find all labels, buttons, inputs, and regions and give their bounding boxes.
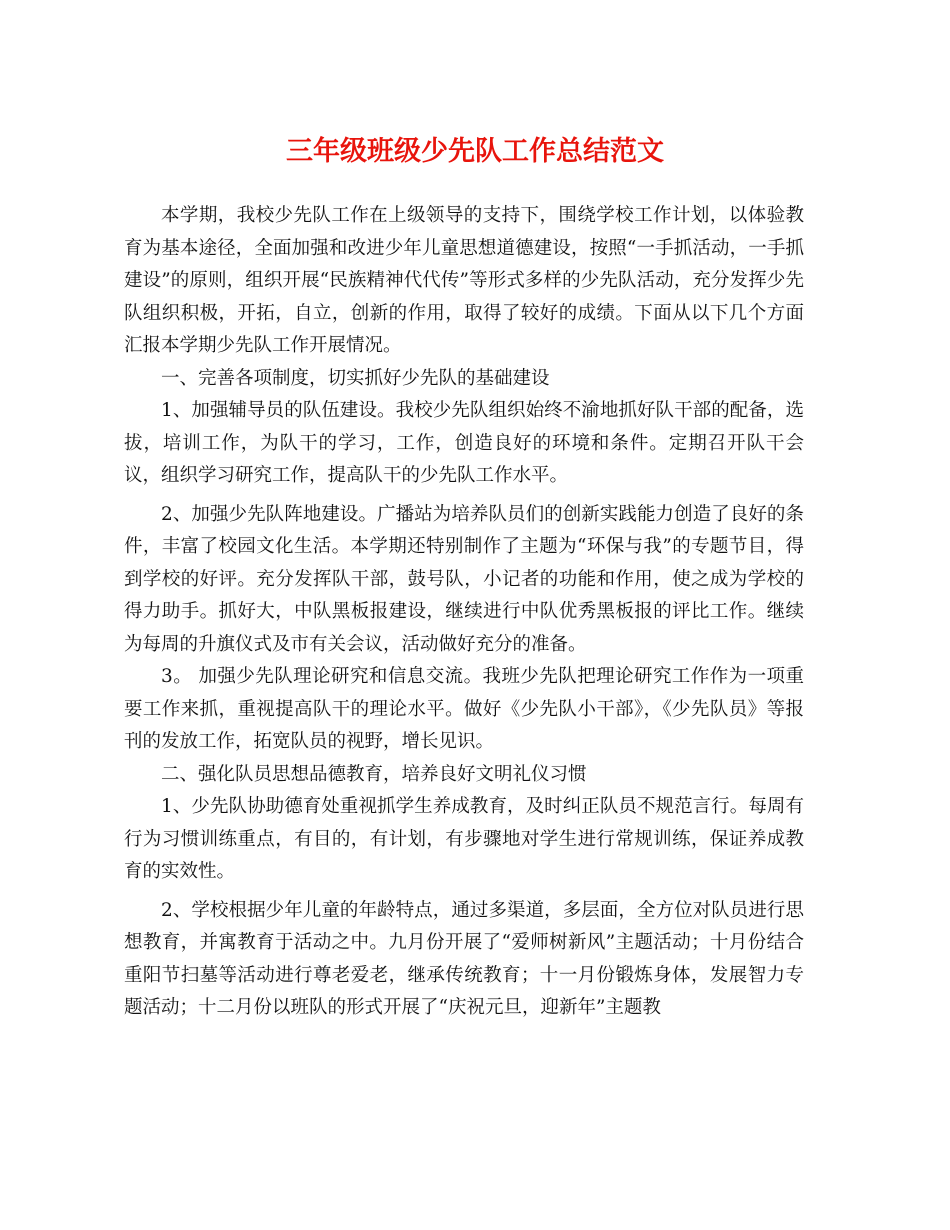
section-heading-1: 一、完善各项制度，切实抓好少先队的基础建设 bbox=[161, 367, 550, 389]
paragraph-1-2: 2、加强少先队阵地建设。广播站为培养队员们的创新实践能力创造了良好的条件，丰富了校园文化生活。本学期还特别制作了主题为“环保与我”的专题节目，得到学校的好评。充分发挥队干部，鼓号队，小记者的功能和作用，使之成为学校的得力助手。抓好大，中队黑板报建设，继续进行中队优秀黑板报的评比工作。继续为每周的升旗仪式及市有关会议，活动做好充分的准备。 bbox=[124, 503, 804, 655]
document-body bbox=[124, 200, 804, 1025]
paragraph-1-1: 1、加强辅导员的队伍建设。我校少先队组织始终不渝地抓好队干部的配备，选拔，培训工作，为队干的学习，工作，创造良好的环境和条件。定期召开队干会议，组织学习研究工作，提高队干的少先队工作水平。 bbox=[124, 400, 804, 486]
paragraph-1-3: 3。 加强少先队理论研究和信息交流。我班少先队把理论研究工作作为一项重要工作来抓，重视提高队干的理论水平。做好《少先队小干部》，《少先队员》等报刊的发放工作，拓宽队员的视野，增长见识。 bbox=[124, 666, 804, 752]
paragraph-2-2: 2、学校根据少年儿童的年龄特点，通过多渠道，多层面，全方位对队员进行思想教育，并寓教育于活动之中。九月份开展了“爱师树新风”主题活动；十月份结合重阳节扫墓等活动进行尊老爱老，继承传统教育；十一月份锻炼身体，发展智力专题活动；十二月份以班队的形式开展了“庆祝元旦，迎新年”主题教 bbox=[124, 899, 804, 1018]
document-title: 三年级班级少先队工作总结范文 bbox=[286, 136, 664, 167]
paragraph-intro: 本学期，我校少先队工作在上级领导的支持下，围绕学校工作计划，以体验教育为基本途径，全面加强和改进少年儿童思想道德建设，按照“一手抓活动，一手抓建设”的原则，组织开展“民族精神代代传”等形式多样的少先队活动，充分发挥少先队组织积极，开拓，自立，创新的作用，取得了较好的成绩。下面从以下几个方面汇报本学期少先队工作开展情况。 bbox=[124, 205, 804, 356]
section-heading-2: 二、强化队员思想品德教育，培养良好文明礼仪习惯 bbox=[161, 763, 587, 785]
paragraph-2-1: 1、少先队协助德育处重视抓学生养成教育，及时纠正队员不规范言行。每周有行为习惯训练重点，有目的，有计划，有步骤地对学生进行常规训练，保证养成教育的实效性。 bbox=[124, 796, 804, 882]
